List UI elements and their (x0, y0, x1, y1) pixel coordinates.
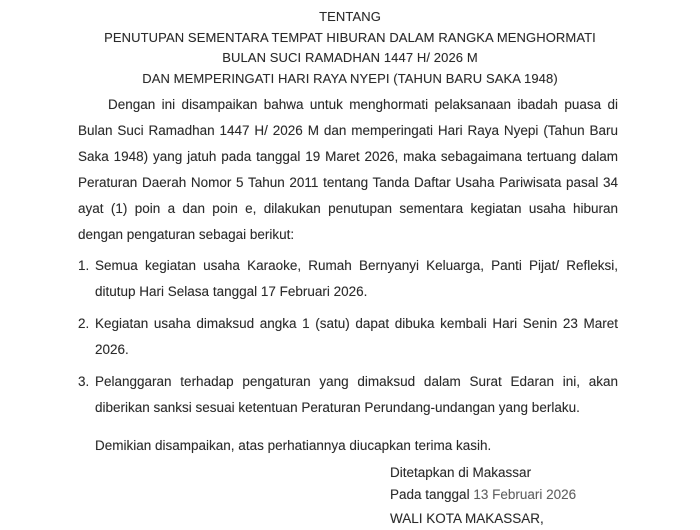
signature-date (390, 484, 700, 506)
title-line-tentang: TENTANG (319, 9, 381, 24)
list-item-line: Semua kegiatan usaha Karaoke, Rumah Bernyanyi Keluarga, Panti Pijat/ Refleksi, (95, 258, 618, 273)
title-line-ramadhan: BULAN SUCI RAMADHAN 1447 H/ 2026 M (222, 50, 478, 65)
list-item (78, 253, 618, 305)
list-item-number: 1. (78, 258, 90, 273)
list-item-text (95, 369, 618, 421)
title-line-subject: PENUTUPAN SEMENTARA TEMPAT HIBURAN DALAM RANGKA MENGHORMATI (104, 29, 596, 45)
paragraph-line: Dengan ini disampaikan bahwa untuk menghormati pelaksanaan ibadah puasa di (108, 97, 618, 112)
list-item-line: Pelanggaran terhadap pengaturan yang dimaksud dalam Surat Edaran ini, akan (95, 374, 618, 389)
signature-place: Ditetapkan di Makassar (390, 465, 532, 480)
signer-title: WALI KOTA MAKASSAR, (390, 511, 544, 526)
paragraph-line: ayat (1) poin a dan poin e, dilakukan penutupan sementara kegiatan usaha hiburan (78, 201, 618, 216)
numbered-list (78, 253, 618, 421)
list-item-number: 2. (78, 316, 90, 331)
signature-date-label: Pada tanggal (390, 487, 470, 502)
list-item-number: 3. (78, 374, 90, 389)
list-item-line: 2026. (95, 342, 129, 357)
signature-block (390, 462, 700, 530)
opening-paragraph (78, 92, 618, 248)
list-item-text (95, 253, 618, 305)
signature-date-value: 13 Februari 2026 (473, 487, 577, 502)
paragraph-line: dengan pengaturan sebagai berikut: (78, 227, 295, 242)
paragraph-line: Peraturan Daerah Nomor 5 Tahun 2011 tentang Tanda Daftar Usaha Pariwisata pasal 34 (78, 175, 618, 190)
title-line-nyepi: DAN MEMPERINGATI HARI RAYA NYEPI (TAHUN BARU SAKA 1948) (142, 70, 558, 86)
document-title-block (0, 0, 700, 89)
closing-paragraph: Demikian disampaikan, atas perhatiannya diucapkan terima kasih. (95, 438, 492, 453)
paragraph-line: Saka 1948) yang jatuh pada tanggal 19 Maret 2026, maka sebagaimana tertuang dalam (78, 149, 618, 164)
paragraph-line: Bulan Suci Ramadhan 1447 H/ 2026 M dan memperingati Hari Raya Nyepi (Tahun Baru (78, 123, 618, 138)
list-item-text (95, 311, 618, 363)
list-item-line: diberikan sanksi sesuai ketentuan Peraturan Perundang-undangan yang berlaku. (95, 400, 580, 415)
list-item-line: ditutup Hari Selasa tanggal 17 Februari 2026. (95, 284, 368, 299)
list-item (78, 369, 618, 421)
list-item-line: Kegiatan usaha dimaksud angka 1 (satu) dapat dibuka kembali Hari Senin 23 Maret (95, 316, 618, 331)
list-item (78, 311, 618, 363)
